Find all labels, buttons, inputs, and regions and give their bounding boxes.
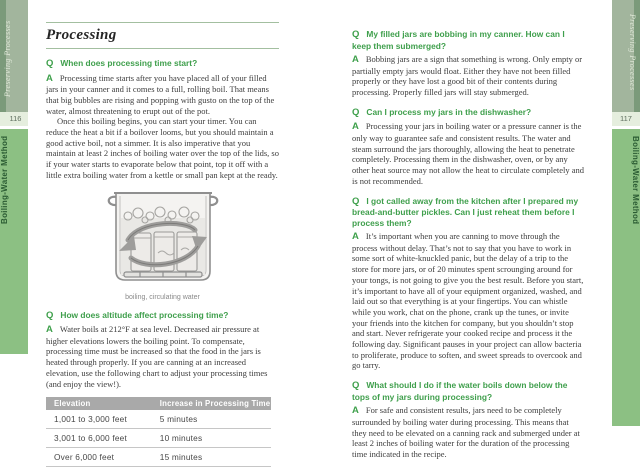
q-marker: Q: [46, 309, 54, 321]
chapter-tab-right: [612, 129, 640, 426]
a-marker: A: [46, 72, 53, 84]
a-marker: A: [352, 121, 359, 133]
question: [46, 58, 279, 70]
q-marker: Q: [352, 106, 360, 118]
question-text: Can I process my jars in the dishwasher?: [366, 106, 532, 117]
table-cell: 15 minutes: [152, 448, 271, 467]
left-page-content: [46, 22, 279, 467]
answer-text: For safe and consistent results, jars need to be completely surrounded by boiling water during processing. This means that they need to be elevated on a canning rack and submerged under at least 2 inches of boiling water for the duration of the processing time indicated in the recipe.: [352, 405, 580, 459]
chapter-tab-label-right: Boiling-Water Method: [631, 136, 640, 225]
q-marker: Q: [46, 58, 54, 69]
sidebar-section-tab-right: [612, 0, 640, 112]
section-tab-label-left: Preserving Processes: [3, 20, 12, 98]
question-text: When does processing time start?: [60, 58, 198, 68]
table-cell: 5 minutes: [152, 410, 271, 429]
answer-text: Bobbing jars are a sign that something is wrong. Only empty or partially empty jars would float. Either they have not been filled properly or they have lost a good bit of their contents during processing. Properly filled jars will stay submerged.: [352, 54, 583, 98]
question: [352, 107, 585, 119]
sidebar-section-tab-left: [0, 0, 28, 112]
table-header-elevation: Elevation: [46, 397, 152, 410]
question-text: I got called away from the kitchen after I prepared my bread-and-butter pickles. Can I just reheat them before I process them?: [352, 195, 579, 228]
table-header-increase: Increase in Processing Time: [152, 397, 271, 410]
answer: [46, 324, 279, 389]
table-row: [46, 448, 271, 467]
question: [352, 29, 585, 51]
table-row: [46, 429, 271, 448]
a-marker: A: [352, 231, 359, 243]
chapter-tab-left: [0, 129, 28, 354]
canner-illustration: [46, 188, 279, 301]
question: [46, 310, 279, 322]
answer: [352, 54, 585, 98]
section-tab-label-right: Preserving Processes: [628, 14, 637, 91]
q-marker: Q: [352, 380, 360, 392]
table-header-row: [46, 397, 271, 410]
q-marker: Q: [352, 195, 360, 207]
answer-text: It’s important when you are canning to move through the process without delay. That’s not to say that you have to work in some sort of white-knuckled panic, but the delay of a trip to the store for more jars, or of 20 minutes spent scrounging around for your tongs, is not going to give you the best result. Before you start, it’s important to have all of your equipment organized, washed, and laid out so that everything is at your fingertips. You can whistle while you work, chat on the phone, crank up the tunes, or invite your friends into the kitchen for company, but you shouldn’t stop and start. Never refrigerate your cooked recipe and process it the following day. Significant pauses in your project can allow bacteria to proliferate, produce to soften, and sweet spreads to overcook and go tarry.: [352, 231, 584, 371]
table-cell: 10 minutes: [152, 429, 271, 448]
answer-text: Water boils at 212°F at sea level. Decreased air pressure at higher elevations lowers the boiling point. To compensate, processing time must be increased so that the food in the jars is heated through properly. If you are canning at an increased elevation, use the following chart to adjust your processing times (and enjoy the view!).: [46, 324, 268, 389]
question-text: What should I do if the water boils down below the tops of my jars during processing?: [352, 380, 568, 402]
page-number-right: 117: [612, 112, 640, 126]
table-cell: Over 6,000 feet: [46, 448, 152, 467]
page-title: Processing: [46, 27, 117, 43]
answer: [352, 405, 585, 460]
a-marker: A: [46, 324, 53, 336]
a-marker: A: [352, 54, 359, 65]
q-marker: Q: [352, 29, 360, 40]
answer: [46, 73, 279, 117]
elevation-table: [46, 397, 271, 467]
answer: [352, 121, 585, 186]
page-number-left: 116: [0, 112, 28, 126]
answer-text: Processing your jars in boiling water or a pressure canner is the only way to guarantee safe and consistent results. The water and steam surround the jars thoroughly, allowing the heat to penetrate completely. Processing them in the dishwasher, oven, or by any other heat source may not allow the heat to circulate completely and is not recommended.: [352, 121, 585, 186]
boiling-pot-illustration: [98, 188, 228, 288]
right-page-content: [352, 29, 585, 460]
table-cell: 3,001 to 6,000 feet: [46, 429, 152, 448]
question: [352, 380, 585, 402]
table-cell: 1,001 to 3,000 feet: [46, 410, 152, 429]
section-title-block: [46, 22, 279, 49]
a-marker: A: [352, 405, 359, 417]
question-text: My filled jars are bobbing in my canner. How can I keep them submerged?: [352, 29, 565, 51]
question-text: How does altitude affect processing time?: [60, 309, 229, 320]
answer-text: Processing time starts after you have placed all of your filled jars in your canner and it comes to a full, rolling boil. That means that big bubbles are rising and popping with gusto on the top of the water, almost threatening to erupt out of the pot.: [46, 72, 275, 116]
answer-paragraph: Once this boiling begins, you can start your timer. You can reduce the heat a bit if a boilover looms, but you should maintain a good active boil, not a simmer. It is also imperative that you maintain at least 2 inches of boiling water over the top of the lids, so if your water starts to evaporate below that point, top it off with a little extra boiling water from a kettle or small pan kept at the ready.: [46, 116, 279, 180]
chapter-tab-label-left: Boiling-Water Method: [0, 136, 9, 225]
illustration-caption: boiling, circulating water: [125, 293, 200, 301]
answer: [352, 231, 585, 371]
question: [352, 196, 585, 229]
